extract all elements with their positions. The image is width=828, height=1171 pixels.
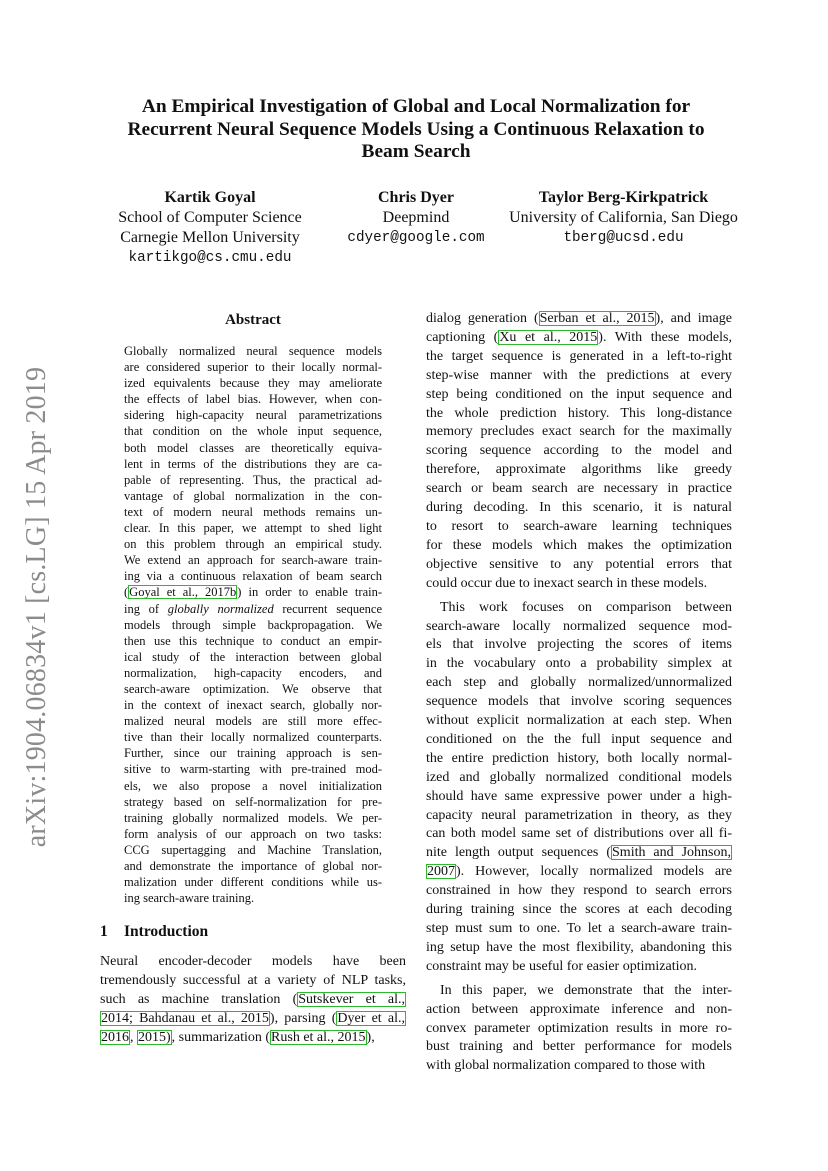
right-column — [426, 310, 732, 1076]
text-line: 2016, 2015), summarization (Rush et al., 2015), — [101, 1030, 375, 1046]
title-line: An Empirical Investigation of Global and Local Normalization for — [141, 96, 691, 117]
author-email: kartikgo@cs.cmu.edu — [128, 250, 292, 266]
text-line: sitive to warm-starting with pre-trained mod- — [124, 762, 382, 777]
text-line: step being conditioned on the input sequence and — [426, 386, 732, 402]
text-line: constrained in how they respond to search errors — [426, 883, 732, 899]
text-line: tive than their locally normalized counterparts. — [124, 730, 382, 745]
author-institution: Carnegie Mellon University — [120, 229, 300, 246]
text-line: ized equivalents because they may ameliorate — [124, 376, 382, 391]
text-line: 2007). However, locally normalized models are — [427, 864, 732, 880]
text-line: CCG supertagging and Machine Translation, — [124, 842, 382, 857]
text-line: during decoding. In this scenario, it is natural — [426, 500, 732, 516]
text-line: els, we also propose a novel initialization — [124, 778, 382, 793]
text-line: sequence models that involve scoring sequences — [426, 694, 732, 710]
text-line: Globally normalized neural sequence models — [124, 344, 382, 358]
text-line: els that involve projecting the scores of items — [426, 637, 732, 653]
text-line: training globally normalized models. We per- — [124, 810, 382, 825]
text-line: to resort to search-aware learning techniques — [426, 518, 732, 534]
author-email: tberg@ucsd.edu — [563, 230, 684, 246]
text-line: text of modern neural methods remains un- — [124, 504, 382, 519]
text-line: In this paper, we demonstrate that the inter- — [440, 982, 732, 998]
text-line: memory precludes exact search for the maximally — [426, 424, 732, 440]
text-line: should have same expressive power under a high- — [426, 788, 732, 804]
text-line: objective sensitive to any potential errors that — [426, 556, 732, 572]
section-number: 1 — [100, 923, 108, 941]
text-line: step-wise manner with the predictions at every — [426, 367, 732, 383]
body-paragraph — [426, 310, 732, 594]
section-title: Introduction — [124, 923, 209, 941]
text-line: in the context of inexact search, globally nor- — [124, 698, 382, 713]
text-line: could occur due to inexact search in these models. — [426, 575, 708, 591]
text-line: constraint may be useful for easier optimization. — [426, 958, 697, 974]
text-line: (Goyal et al., 2017b) in order to enable train- — [124, 585, 383, 600]
text-line: that condition on the whole input sequence, — [124, 424, 382, 439]
text-line: conditioned on the the full input sequence and — [426, 731, 732, 747]
author-affiliation: Deepmind — [382, 209, 450, 226]
text-line: lent in terms of the distributions they are ca- — [124, 456, 382, 471]
arxiv-id-text: arXiv:1904.06834v1 [cs.LG] 15 Apr 2019 — [21, 366, 52, 848]
body-paragraph — [426, 982, 732, 1077]
text-line: search-aware optimization. We observe that — [124, 681, 382, 696]
text-line: scoring sequence according to the model and — [426, 443, 732, 459]
text-line: Further, since our training approach is sen- — [124, 746, 382, 761]
author-email: cdyer@google.com — [347, 230, 485, 246]
title-line: Recurrent Neural Sequence Models Using a Continuous Relaxation to — [127, 118, 705, 140]
text-line: therefore, approximate algorithms like greedy — [426, 462, 732, 478]
text-line: pable of representing. Thus, the practical ad- — [124, 472, 382, 487]
text-line: the entire prediction history, both locally normal- — [426, 750, 732, 766]
text-line: dialog generation (Serban et al., 2015), and image — [426, 311, 732, 326]
text-line: action between approximate inference and non- — [426, 1001, 732, 1017]
section-heading-introduction — [100, 922, 406, 952]
text-line: such as machine translation (Sutskever et al., — [100, 992, 406, 1008]
text-line: ing of globally normalized recurrent sequence — [124, 601, 383, 616]
author-1 — [100, 188, 320, 268]
arxiv-identifier-stamp — [18, 362, 56, 852]
text-line: during training since the scores at each decoding — [426, 902, 732, 918]
text-line: tremendously successful at a variety of NLP tasks, — [100, 973, 406, 989]
text-line: ing via a continuous relaxation of beam search — [124, 569, 382, 584]
text-line: form analysis of our approach on two tasks: — [124, 826, 382, 841]
text-line: capacity neural parametrization in theory, as they — [426, 807, 732, 823]
text-line: on this problem through an empirical study. — [124, 537, 382, 552]
text-line: bust training and better performance for models — [426, 1039, 732, 1055]
text-line: We extend an approach for search-aware train- — [124, 553, 382, 568]
author-name: Chris Dyer — [378, 189, 454, 206]
text-line: then use this technique to conduct an empir- — [124, 633, 382, 648]
author-name: Kartik Goyal — [164, 189, 256, 206]
text-line: both model classes are theoretically equiva- — [124, 440, 382, 455]
text-line: captioning (Xu et al., 2015). With these models, — [426, 329, 732, 345]
text-line: malization under different conditions while us- — [124, 875, 382, 890]
text-line: ized and globally normalized conditional models — [426, 769, 732, 785]
author-affiliation: School of Computer Science — [118, 209, 302, 226]
text-line: search or beam search are necessary in practice — [426, 481, 732, 497]
text-line: with global normalization compared to those with — [426, 1058, 706, 1074]
text-line: ing search-aware training. — [124, 891, 255, 906]
text-line: malized neural models are still more effec- — [124, 714, 382, 729]
text-line: convex parameter optimization results in more ro- — [426, 1020, 732, 1036]
author-affiliation: University of California, San Diego — [509, 209, 738, 226]
text-line: clear. In this paper, we attempt to shed light — [124, 521, 382, 536]
text-line: each step and globally normalized/unnormalized — [426, 675, 732, 691]
author-block — [100, 188, 750, 268]
text-line: normalization, high-capacity encoders, and — [124, 665, 382, 680]
text-line: sidering high-capacity neural parametrizations — [124, 408, 382, 423]
text-line: can both model same set of distributions over all fi- — [426, 826, 732, 842]
author-2 — [330, 188, 502, 248]
title-line: Beam Search — [361, 141, 471, 162]
text-line: Neural encoder-decoder models have been — [100, 954, 406, 970]
paper-title — [100, 96, 732, 164]
text-line: without explicit normalization at each step. When — [426, 713, 732, 729]
text-line: are considered superior to their locally normal- — [124, 360, 382, 375]
body-paragraph — [426, 599, 732, 977]
text-line: ical study of the interaction between global — [124, 649, 382, 664]
text-line: in the vocabulary onto a probability simplex at — [426, 656, 732, 672]
text-line: and demonstrate the importance of global nor- — [124, 859, 382, 873]
text-line: This work focuses on comparison between — [440, 599, 732, 615]
abstract-body — [100, 343, 406, 906]
text-line: the target sequence is generated in a left-to-right — [426, 348, 732, 364]
text-line: nite length output sequences (Smith and Johnson, — [426, 845, 731, 861]
text-line: the effects of label bias. However, when con- — [124, 392, 382, 407]
text-line: step must sum to one. To let a search-aware train- — [426, 921, 732, 936]
abstract-heading: Abstract — [225, 312, 281, 328]
text-line: search-aware locally normalized sequence mod- — [426, 618, 732, 634]
left-column — [100, 310, 406, 1047]
text-line: models through simple backpropagation. We — [124, 617, 382, 632]
text-line: ing setup have the most flexibility, abandoning this — [426, 939, 732, 955]
text-line: for these models which makes the optimization — [426, 537, 732, 553]
text-line: vantage of global normalization in the con- — [124, 488, 382, 503]
text-line: 2014; Bahdanau et al., 2015), parsing (Dyer et al., — [101, 1011, 406, 1027]
intro-paragraph — [100, 952, 406, 1047]
text-line: the whole prediction history. This long-distance — [426, 405, 732, 421]
author-name: Taylor Berg-Kirkpatrick — [538, 189, 709, 206]
text-line: strategy based on self-normalization for pre- — [124, 794, 382, 809]
author-3 — [500, 188, 747, 248]
